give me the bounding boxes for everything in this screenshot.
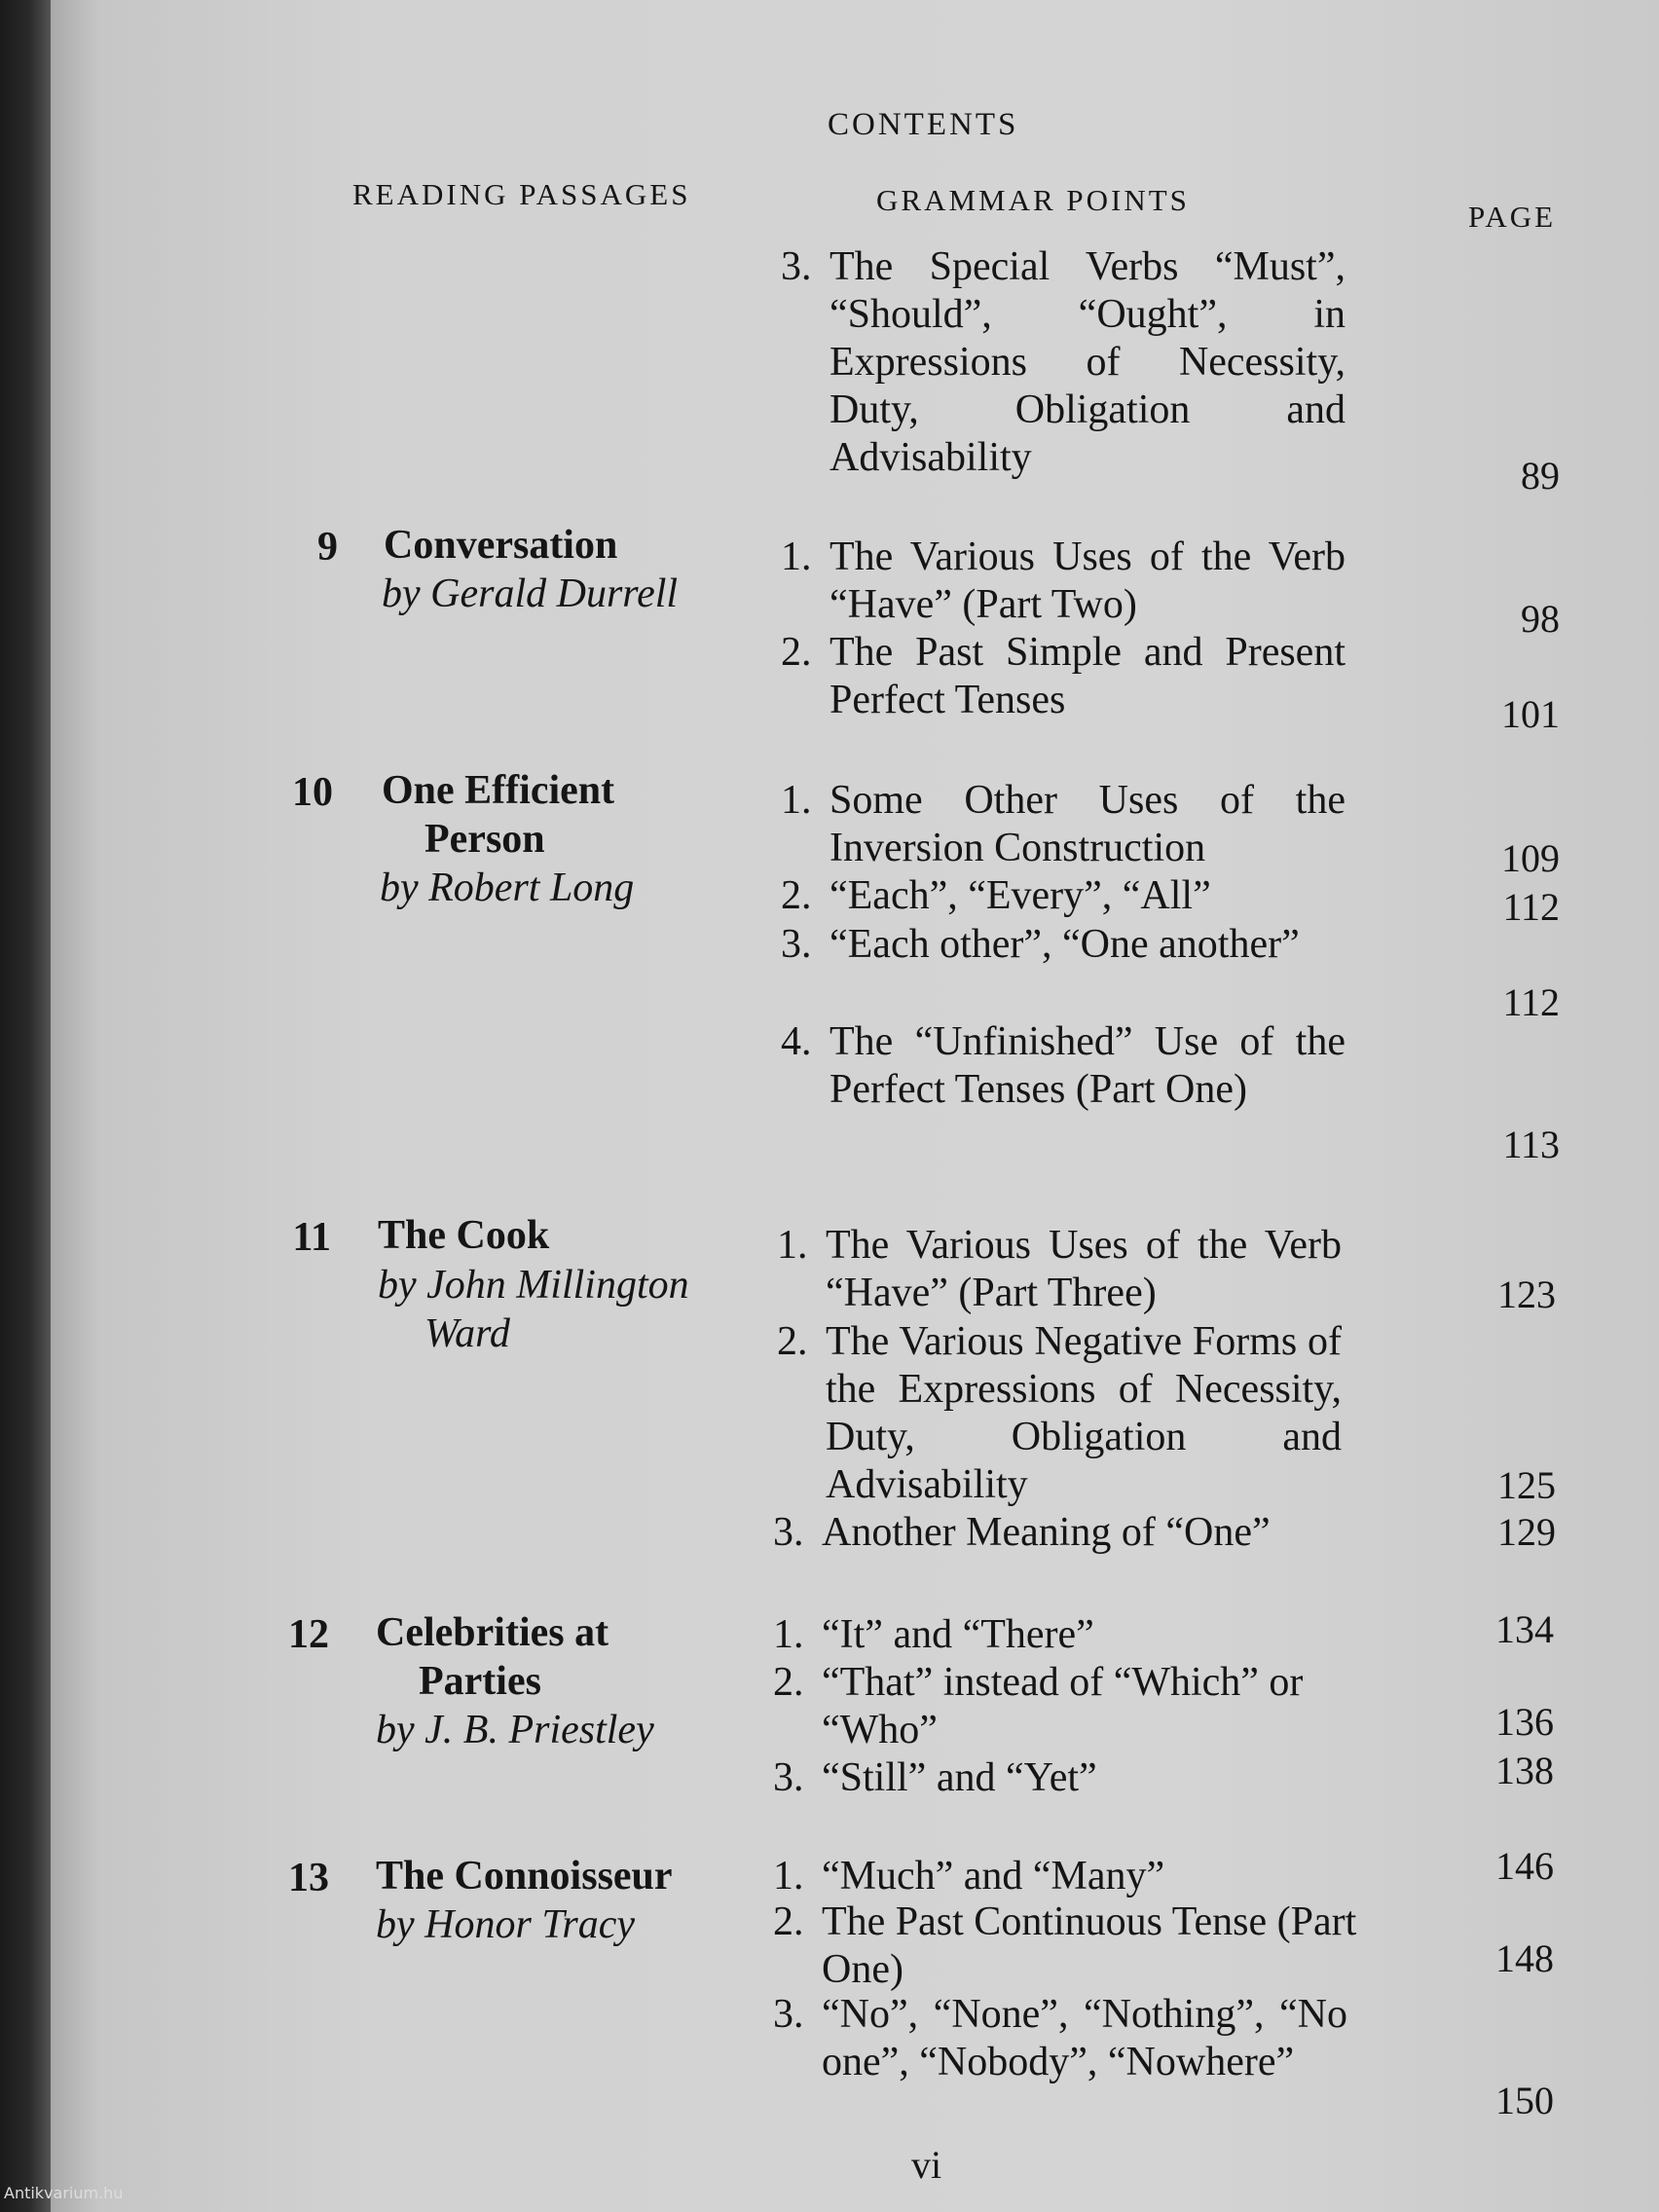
page-number: 123: [1497, 1272, 1556, 1316]
lesson-title: One Efficient: [382, 768, 615, 813]
grammar-point-text: “That” instead of “Which” or “Who”: [822, 1660, 1304, 1752]
lesson-title: The Cook: [378, 1213, 550, 1258]
lesson-title-line-2: Parties: [419, 1659, 541, 1704]
grammar-point-number: 4.: [781, 1019, 812, 1064]
grammar-point: [773, 1853, 1338, 1900]
page-number: 98: [1521, 597, 1560, 641]
grammar-point-number: 3.: [781, 244, 812, 289]
book-page: [51, 0, 1659, 2212]
page-number: 148: [1495, 1936, 1554, 1980]
lesson-author: by J. B. Priestley: [376, 1708, 654, 1752]
lesson-author: by Gerald Durrell: [382, 571, 679, 616]
watermark: Antikvarium.hu: [4, 2184, 124, 2202]
grammar-point-number: 1.: [777, 1223, 808, 1268]
page-number: 89: [1521, 454, 1560, 498]
lesson-number: 13: [288, 1856, 329, 1900]
lesson-author: by Honor Tracy: [376, 1902, 635, 1947]
grammar-point: [781, 777, 1346, 872]
column-header-reading: READING PASSAGES: [352, 177, 691, 211]
page-number: 112: [1502, 885, 1560, 929]
grammar-point-text: “Much” and “Many”: [822, 1854, 1165, 1899]
grammar-point-text: The Various Uses of the Verb “Have” (Part Two): [830, 535, 1346, 627]
grammar-point-number: 3.: [781, 922, 812, 967]
grammar-point-number: 2.: [773, 1899, 804, 1944]
grammar-point: [781, 1018, 1346, 1114]
grammar-point-text: The Past Simple and Present Perfect Tenses: [830, 630, 1346, 722]
page-number: 136: [1495, 1700, 1554, 1744]
page-number: 134: [1495, 1607, 1554, 1651]
grammar-point: [773, 1509, 1367, 1557]
book-spine-shadow: [0, 0, 51, 2212]
grammar-point-text: “Still” and “Yet”: [822, 1755, 1097, 1800]
grammar-point-number: 2.: [773, 1660, 804, 1705]
grammar-point: [777, 1318, 1342, 1509]
grammar-point: [781, 629, 1346, 724]
grammar-point-number: 1.: [781, 535, 812, 579]
grammar-point: [773, 1754, 1338, 1802]
page-title: CONTENTS: [828, 107, 1019, 142]
grammar-point-text: The Past Continuous Tense (Part One): [822, 1899, 1357, 1992]
page-number: 101: [1501, 692, 1560, 736]
grammar-point-number: 2.: [781, 630, 812, 675]
column-header-page: PAGE: [1468, 200, 1557, 234]
grammar-point-number: 3.: [773, 1755, 804, 1800]
page-number: 112: [1502, 980, 1560, 1024]
grammar-point-number: 1.: [773, 1612, 804, 1657]
grammar-point-text: The Special Verbs “Must”, “Should”, “Ought”, in Expressions of Necessity, Duty, Obligation and Advisability: [830, 244, 1346, 480]
grammar-point-number: 3.: [773, 1510, 804, 1555]
lesson-title: The Connoisseur: [376, 1854, 673, 1899]
lesson-number: 9: [317, 525, 338, 570]
grammar-point-number: 2.: [777, 1319, 808, 1364]
lesson-number: 10: [292, 770, 333, 815]
page-number: 113: [1502, 1123, 1560, 1166]
page-number: 109: [1501, 836, 1560, 880]
page-number: 150: [1495, 2079, 1554, 2122]
grammar-point: [781, 534, 1346, 629]
grammar-point: [773, 1659, 1396, 1754]
grammar-point: [781, 243, 1346, 482]
grammar-point-number: 2.: [781, 873, 812, 918]
grammar-point: [773, 1899, 1367, 1994]
grammar-point-number: 3.: [773, 1992, 804, 2037]
lesson-title: Conversation: [384, 523, 618, 568]
grammar-point-text: “No”, “None”, “Nothing”, “No one”, “Nobody”, “Nowhere”: [822, 1992, 1347, 2084]
grammar-point: [777, 1222, 1342, 1317]
grammar-point: [773, 1991, 1347, 2086]
grammar-point-text: “It” and “There”: [822, 1612, 1094, 1657]
page-number: 138: [1495, 1749, 1554, 1792]
lesson-author: by John Millington: [378, 1263, 689, 1308]
grammar-point-text: Some Other Uses of the Inversion Construction: [830, 778, 1346, 870]
grammar-point: [781, 921, 1346, 969]
page-number: 129: [1497, 1510, 1556, 1554]
lesson-title-line-2: Person: [424, 817, 545, 862]
grammar-point-text: “Each other”, “One another”: [830, 922, 1300, 967]
grammar-point-text: Another Meaning of “One”: [822, 1510, 1271, 1555]
lesson-author: by Robert Long: [380, 866, 635, 910]
grammar-point-number: 1.: [781, 778, 812, 823]
lesson-author-line-2: Ward: [424, 1311, 510, 1356]
grammar-point: [773, 1611, 1338, 1659]
lesson-title: Celebrities at: [376, 1610, 609, 1655]
page-number: 146: [1495, 1844, 1554, 1888]
grammar-point-number: 1.: [773, 1854, 804, 1899]
grammar-point-text: “Each”, “Every”, “All”: [830, 873, 1211, 918]
lesson-number: 12: [288, 1612, 329, 1657]
grammar-point-text: The Various Uses of the Verb “Have” (Part Three): [826, 1223, 1342, 1315]
page-number: 125: [1497, 1463, 1556, 1507]
column-header-grammar: GRAMMAR POINTS: [876, 183, 1190, 217]
grammar-point-text: The “Unfinished” Use of the Perfect Tenses (Part One): [830, 1019, 1346, 1112]
grammar-point: [781, 872, 1346, 920]
page-folio: vi: [911, 2143, 942, 2187]
grammar-point-text: The Various Negative Forms of the Expressions of Necessity, Duty, Obligation and Advisability: [826, 1319, 1342, 1507]
lesson-number: 11: [292, 1215, 331, 1260]
